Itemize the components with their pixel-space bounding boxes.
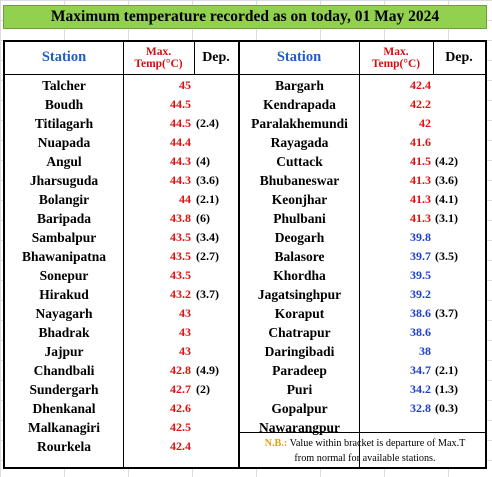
max-temp-value: 41.6 xyxy=(410,135,431,149)
header-dep-left: Dep. xyxy=(202,49,230,65)
max-temp-value: 41.3 xyxy=(410,192,431,206)
departure-value xyxy=(435,114,485,133)
station-name: Cuttack xyxy=(276,153,323,169)
departure-value: (2.7) xyxy=(196,249,219,263)
station-name: Talcher xyxy=(42,77,86,93)
station-name: Bargarh xyxy=(275,77,324,93)
station-name: Malkanagiri xyxy=(27,419,100,435)
departure-value xyxy=(435,323,485,342)
header-temp-line1: Max. xyxy=(383,45,409,58)
station-name: Nuapada xyxy=(37,134,91,150)
station-name: Paralakhemundi xyxy=(251,115,348,131)
temperature-table xyxy=(3,40,487,469)
header-temp-left xyxy=(123,42,194,74)
station-name: Rourkela xyxy=(37,438,91,454)
departure-value: (2) xyxy=(196,382,210,396)
max-temp-value: 45 xyxy=(179,78,191,92)
departure-value: (2.4) xyxy=(196,116,219,130)
max-temp-value xyxy=(359,418,431,437)
station-name: Jajpur xyxy=(44,343,84,359)
max-temp-value: 43 xyxy=(179,344,191,358)
max-temp-value: 43.8 xyxy=(170,211,191,225)
table-row xyxy=(5,76,485,95)
departure-value: (3.5) xyxy=(435,249,458,263)
departure-value: (3.7) xyxy=(196,287,219,301)
header-temp-line1: Max. xyxy=(145,45,172,58)
departure-value xyxy=(435,95,485,114)
max-temp-value: 44.3 xyxy=(170,173,191,187)
departure-value: (6) xyxy=(196,211,210,225)
station-name: Paradeep xyxy=(272,362,327,378)
table-row xyxy=(5,380,485,399)
station-name: Phulbani xyxy=(273,210,326,226)
header-station-left: Station xyxy=(41,49,87,66)
station-name: Puri xyxy=(286,381,313,397)
station-name: Daringibadi xyxy=(264,343,335,359)
departure-value: (1.3) xyxy=(435,382,458,396)
station-name: Titilagarh xyxy=(34,115,94,131)
table-row xyxy=(5,152,485,171)
table-row xyxy=(5,323,485,342)
station-name: Baripada xyxy=(36,210,91,226)
table-row xyxy=(5,361,485,380)
table-row xyxy=(5,304,485,323)
max-temp-value: 44.5 xyxy=(170,97,191,111)
max-temp-value: 32.8 xyxy=(410,401,431,415)
max-temp-value: 41.5 xyxy=(410,154,431,168)
table-row xyxy=(5,266,485,285)
max-temp-value: 42.8 xyxy=(170,363,191,377)
departure-value: (4.1) xyxy=(435,192,458,206)
station-name: Sundergarh xyxy=(29,381,99,397)
table-row xyxy=(5,228,485,247)
header-divider xyxy=(5,74,485,75)
table-row xyxy=(5,247,485,266)
departure-value: (2.1) xyxy=(196,192,219,206)
max-temp-value: 44 xyxy=(179,192,191,206)
max-temp-value: 42.7 xyxy=(170,382,191,396)
station-name: Deogarh xyxy=(274,229,325,245)
table-row xyxy=(5,418,485,437)
station-name: Angul xyxy=(46,153,82,169)
table-row xyxy=(5,114,485,133)
header-temp-line2: Temp(°C) xyxy=(134,58,183,70)
departure-value xyxy=(435,285,485,304)
station-name: Khordha xyxy=(273,267,326,283)
departure-value xyxy=(435,342,485,361)
departure-value: (3.7) xyxy=(435,306,458,320)
note-box xyxy=(245,436,485,468)
note-line1: Value within bracket is departure of Max.T xyxy=(287,438,466,449)
max-temp-value: 39.5 xyxy=(410,268,431,282)
departure-value xyxy=(435,418,485,437)
max-temp-value: 39.7 xyxy=(410,249,431,263)
departure-value xyxy=(435,266,485,285)
station-name: Chatrapur xyxy=(268,324,331,340)
table-row xyxy=(5,209,485,228)
max-temp-value: 43.5 xyxy=(170,268,191,282)
departure-value xyxy=(435,133,485,152)
max-temp-value: 42.4 xyxy=(410,78,431,92)
table-row xyxy=(5,95,485,114)
table-row xyxy=(5,285,485,304)
max-temp-value: 39.8 xyxy=(410,230,431,244)
max-temp-value: 34.7 xyxy=(410,363,431,377)
max-temp-value: 44.3 xyxy=(170,154,191,168)
max-temp-value: 42.2 xyxy=(410,97,431,111)
station-name: Bhadrak xyxy=(38,324,90,340)
table-row xyxy=(5,342,485,361)
table-row xyxy=(5,171,485,190)
max-temp-value: 42.6 xyxy=(170,401,191,415)
station-name: Nayagarh xyxy=(35,305,93,321)
table-row xyxy=(5,133,485,152)
departure-value xyxy=(435,76,485,95)
station-name: Bolangir xyxy=(38,191,90,207)
departure-value: (3.1) xyxy=(435,211,458,225)
max-temp-value: 38.6 xyxy=(410,306,431,320)
header-station-right: Station xyxy=(276,49,322,66)
table-row xyxy=(5,399,485,418)
note-label: N.B.: xyxy=(264,438,288,449)
departure-value xyxy=(196,437,238,456)
departure-value: (3.6) xyxy=(196,173,219,187)
departure-value: (4.9) xyxy=(196,363,219,377)
header-temp-line2: Temp(°C) xyxy=(371,58,421,70)
departure-value: (4.2) xyxy=(435,154,458,168)
station-name: Koraput xyxy=(274,305,325,321)
header-temp-right xyxy=(359,42,433,74)
station-name: Gopalpur xyxy=(271,400,328,416)
departure-value: (2.1) xyxy=(435,363,458,377)
max-temp-value: 42.5 xyxy=(170,420,191,434)
departure-value: (0.3) xyxy=(435,401,458,415)
max-temp-value: 43.5 xyxy=(170,249,191,263)
max-temp-value: 44.5 xyxy=(170,116,191,130)
max-temp-value: 38.6 xyxy=(410,325,431,339)
max-temp-value: 34.2 xyxy=(410,382,431,396)
departure-value: (3.4) xyxy=(196,230,219,244)
header-dep-right: Dep. xyxy=(445,49,473,65)
station-name: Chandbali xyxy=(33,362,95,378)
max-temp-value: 41.3 xyxy=(410,211,431,225)
table-row xyxy=(5,190,485,209)
departure-value: (3.6) xyxy=(435,173,458,187)
max-temp-value: 38 xyxy=(419,344,431,358)
station-name: Sonepur xyxy=(39,267,89,283)
station-name: Bhubaneswar xyxy=(259,172,340,188)
max-temp-value: 43 xyxy=(179,325,191,339)
station-name: Bhawanipatna xyxy=(21,248,107,264)
max-temp-value: 43.2 xyxy=(170,287,191,301)
station-name: Dhenkanal xyxy=(32,400,96,416)
max-temp-value: 44.4 xyxy=(170,135,191,149)
station-name: Rayagada xyxy=(270,134,329,150)
station-name: Sambalpur xyxy=(31,229,97,245)
station-name: Hirakud xyxy=(39,286,89,302)
station-name: Boudh xyxy=(44,96,84,112)
max-temp-value: 42 xyxy=(419,116,431,130)
departure-value xyxy=(435,228,485,247)
station-name: Jagatsinghpur xyxy=(257,286,342,302)
station-name: Jharsuguda xyxy=(29,172,99,188)
max-temp-value: 43 xyxy=(179,306,191,320)
station-name: Keonjhar xyxy=(271,191,328,207)
column-divider xyxy=(433,42,434,74)
departure-value: (4) xyxy=(196,154,210,168)
max-temp-value: 43.5 xyxy=(170,230,191,244)
note-line2: from normal for available stations. xyxy=(294,453,436,464)
max-temp-value: 39.2 xyxy=(410,287,431,301)
report-title: Maximum temperature recorded as on today, 01 May 2024 xyxy=(3,5,487,29)
station-name: Nawarangpur xyxy=(258,419,340,435)
max-temp-value: 42.4 xyxy=(170,439,191,453)
column-divider xyxy=(194,42,195,74)
station-name: Kendrapada xyxy=(263,96,336,112)
max-temp-value: 41.3 xyxy=(410,173,431,187)
station-name: Balasore xyxy=(274,248,325,264)
